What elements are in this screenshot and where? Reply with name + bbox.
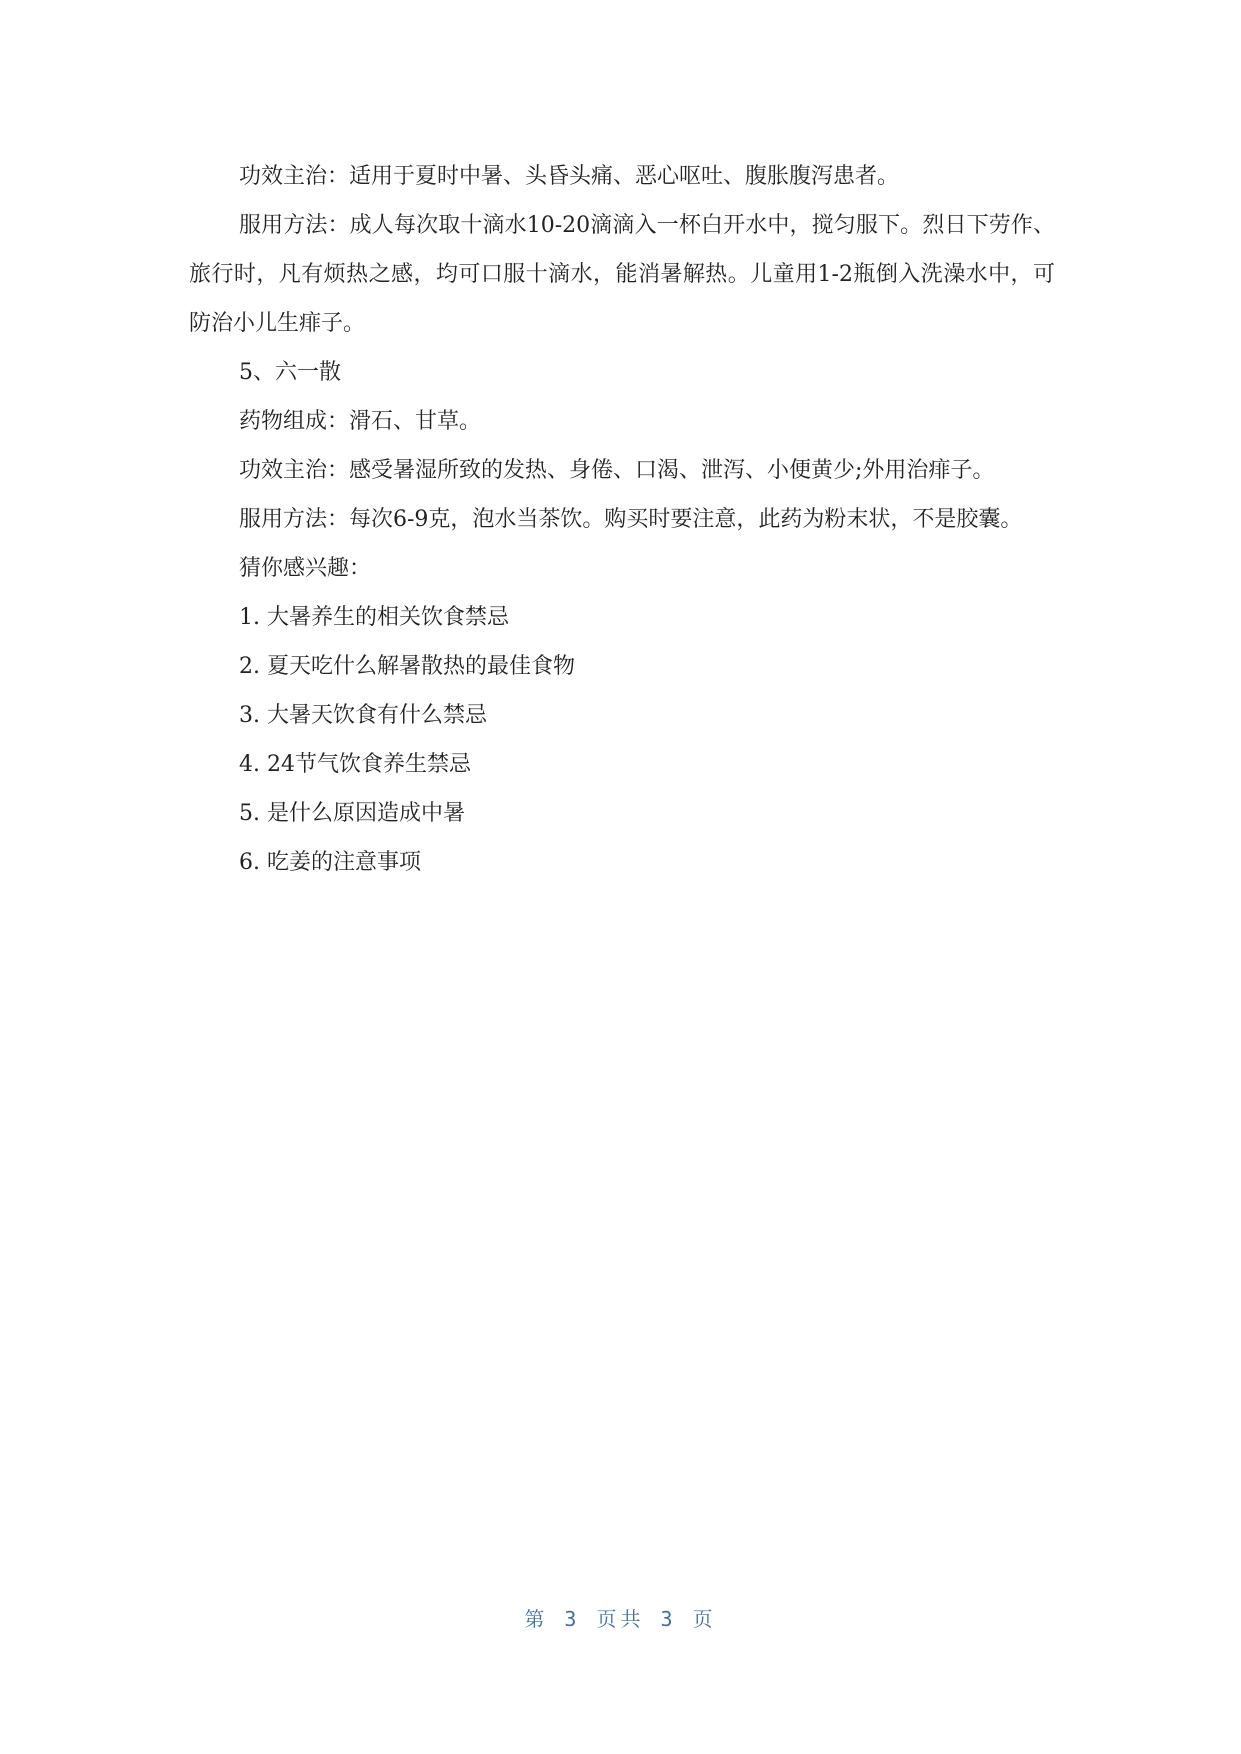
page-number-label: 第 3 页共 3 页 [524,1607,717,1631]
paragraph-usage-1: 服用方法：成人每次取十滴水10-20滴滴入一杯白开水中，搅匀服下。烈日下劳作、旅行时，凡有烦热之感，均可口服十滴水，能消暑解热。儿童用1-2瓶倒入洗澡水中，可防治小儿生痱子。 [189,213,1055,336]
related-item: 1. 大暑养生的相关饮食禁忌 [239,605,509,630]
related-heading: 猜你感兴趣： [239,556,372,581]
related-item: 6. 吃姜的注意事项 [239,850,421,875]
document-body [189,152,1055,887]
paragraph-efficacy-2: 功效主治：感受暑湿所致的发热、身倦、口渴、泄泻、小便黄少;外用治痱子。 [239,458,995,483]
paragraph-usage-2: 服用方法：每次6-9克，泡水当茶饮。购买时要注意，此药为粉末状，不是胶囊。 [239,507,1023,532]
page-footer [0,1603,1241,1632]
related-item: 5. 是什么原因造成中暑 [239,801,465,826]
paragraph-efficacy-1: 功效主治：适用于夏时中暑、头昏头痛、恶心呕吐、腹胀腹泻患者。 [239,164,900,189]
related-item: 4. 24节气饮食养生禁忌 [239,752,471,777]
paragraph-composition: 药物组成：滑石、甘草。 [239,409,482,434]
section-heading-liuyisan: 5、六一散 [239,360,341,385]
related-item: 2. 夏天吃什么解暑散热的最佳食物 [239,654,575,679]
related-item: 3. 大暑天饮食有什么禁忌 [239,703,487,728]
